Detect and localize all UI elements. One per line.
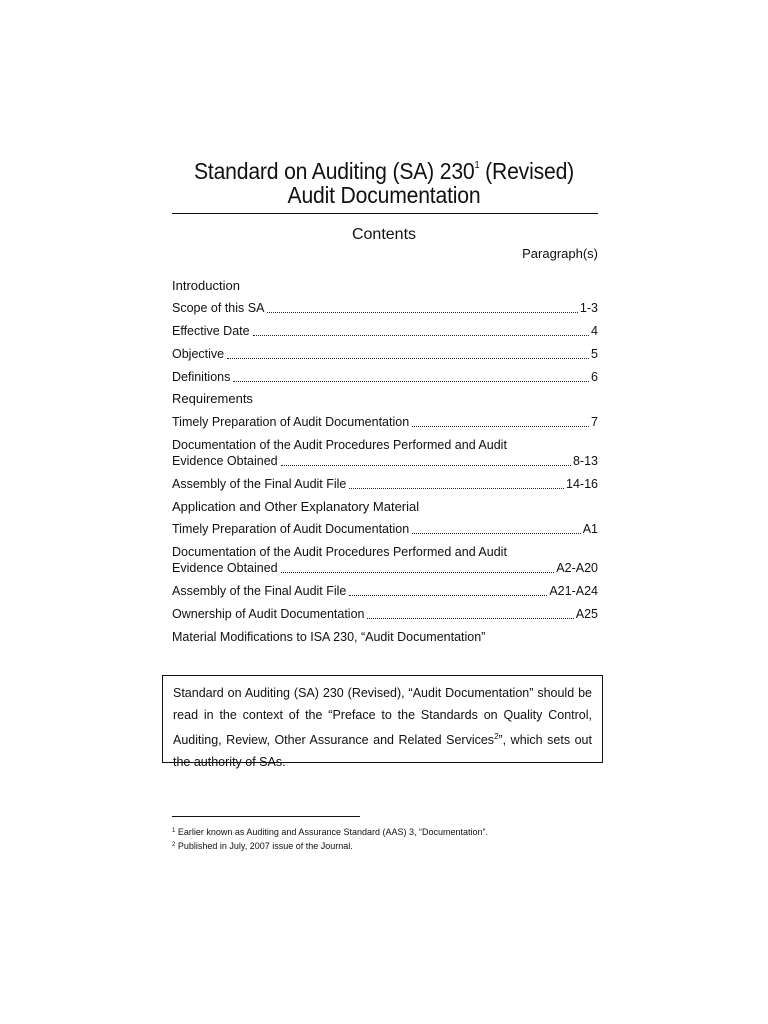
toc-entry[interactable] [172,521,598,537]
toc-entry[interactable] [172,346,598,362]
toc-entry-title: Assembly of the Final Audit File [172,584,347,598]
dot-leader [233,380,589,382]
notice-text-end: ”, which sets out the authority of SAs. [173,733,592,770]
section-heading-requirements: Requirements [172,391,253,406]
document-subtitle: Audit Documentation [287,182,481,208]
title-text: Standard on Auditing (SA) 230 [193,158,475,184]
dot-leader [349,594,547,596]
footnote-mark: 2 [172,842,176,848]
toc-entry-paragraph: 7 [591,415,598,429]
toc-entry-title-line1: Documentation of the Audit Procedures Performed and Audit [172,545,507,559]
toc-entry[interactable] [172,583,598,599]
toc-entry[interactable] [172,300,598,316]
footnote-text: Published in July, 2007 issue of the Journal. [177,841,353,851]
toc-entry-paragraph: 6 [591,370,598,384]
toc-entry-title: Timely Preparation of Audit Documentation [172,415,410,429]
section-heading-introduction: Introduction [172,278,240,293]
paragraphs-heading: Paragraph(s) [522,246,598,261]
toc-entry[interactable] [172,476,598,492]
dot-leader [367,617,573,619]
title-rule [172,213,598,214]
toc-entry[interactable] [172,606,598,622]
toc-entry[interactable] [172,453,598,469]
toc-entry-paragraph: A1 [582,522,598,536]
toc-entry[interactable] [172,323,598,339]
toc-entry-paragraph: 8-13 [572,454,598,468]
toc-entry-title: Scope of this SA [172,301,265,315]
footnote [172,825,488,838]
dot-leader [349,487,564,489]
toc-entry-title: Ownership of Audit Documentation [172,607,365,621]
toc-entry-title: Objective [172,347,225,361]
dot-leader [267,311,578,313]
toc-entry-paragraph: 5 [591,347,598,361]
section-heading-application: Application and Other Explanatory Material [172,499,420,514]
toc-entry-title: Evidence Obtained [172,561,278,575]
footnote-mark: 1 [172,828,176,834]
toc-entry-title: Effective Date [172,324,250,338]
toc-entry-paragraph: A25 [575,607,598,621]
dot-leader [412,425,589,427]
title-revised: (Revised) [479,158,575,184]
toc-entry-paragraph: 4 [591,324,598,338]
authority-notice-box [162,675,603,770]
dot-leader [281,464,571,466]
contents-heading: Contents [351,226,417,243]
dot-leader [412,532,581,534]
footnote-text: Earlier known as Auditing and Assurance Standard (AAS) 3, “Documentation”. [177,827,489,837]
toc-entry-paragraph: A21-A24 [549,584,598,598]
toc-entry-title: Assembly of the Final Audit File [172,477,347,491]
notice-footnote-mark: 2 [494,732,499,741]
dot-leader [227,357,589,359]
dot-leader [253,334,589,336]
toc-entry-paragraph: 1-3 [579,301,598,315]
material-modifications-entry[interactable]: Material Modifications to ISA 230, “Audit Documentation” [172,630,486,644]
toc-entry[interactable] [172,369,598,385]
notice-text: Standard on Auditing (SA) 230 (Revised), “Audit Documentation” should be read in the context of the “Preface to the Standards on Quality Control, Auditing, Review, Other Assurance and Related Services [173,686,592,748]
toc-entry[interactable] [172,560,598,576]
toc-entry[interactable] [172,414,598,430]
toc-entry-title: Timely Preparation of Audit Documentation [172,522,410,536]
title-footnote-mark: 1 [474,160,480,171]
toc-entry-paragraph: A2-A20 [556,561,598,575]
toc-entry-title: Evidence Obtained [172,454,278,468]
toc-entry-title-line1: Documentation of the Audit Procedures Performed and Audit [172,438,507,452]
toc-entry-title: Definitions [172,370,231,384]
toc-entry-paragraph: 14-16 [566,477,598,491]
dot-leader [281,571,555,573]
footnote [172,839,353,852]
footnote-rule [172,816,360,817]
